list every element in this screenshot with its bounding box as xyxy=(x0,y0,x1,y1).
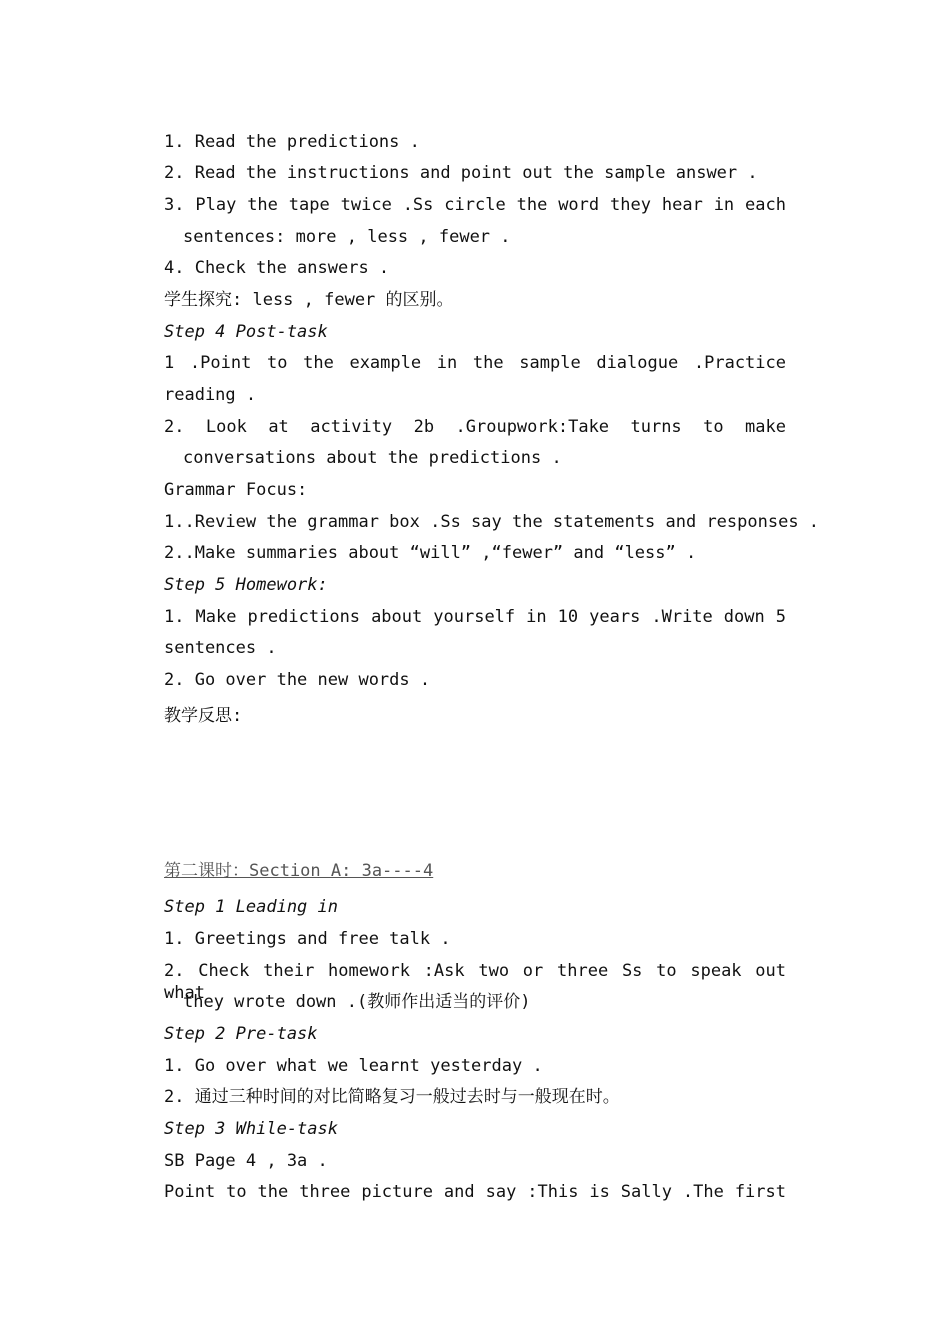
list-item: 2. Read the instructions and point out the sample answer . xyxy=(164,163,758,183)
section-title: 第二课时：Section A: 3a----4 xyxy=(164,861,434,881)
list-item-continuation: reading . xyxy=(164,385,257,405)
list-item: 2. Look at activity 2b .Groupwork:Take turns to make xyxy=(164,417,786,437)
list-item: 1. Go over what we learnt yesterday . xyxy=(164,1056,543,1076)
step-heading: Step 5 Homework: xyxy=(164,575,328,595)
list-item: 1 .Point to the example in the sample dialogue .Practice xyxy=(164,353,786,373)
paragraph: 学生探究: less , fewer 的区别。 xyxy=(164,290,454,310)
list-item: 2. Check their homework :Ask two or three Ss to speak out what xyxy=(164,961,786,1003)
list-item: 3. Play the tape twice .Ss circle the word they hear in each xyxy=(164,195,786,215)
list-item: 1. Read the predictions . xyxy=(164,132,420,152)
list-item-continuation: they wrote down .(教师作出适当的评价) xyxy=(183,992,531,1012)
list-item: 2. 通过三种时间的对比简略复习一般过去时与一般现在时。 xyxy=(164,1087,620,1107)
list-item: 1..Review the grammar box .Ss say the statements and responses . xyxy=(164,512,820,532)
list-item: 2. Go over the new words . xyxy=(164,670,431,690)
step-heading: Step 2 Pre-task xyxy=(164,1024,318,1044)
list-item: 4. Check the answers . xyxy=(164,258,390,278)
step-heading: Step 3 While-task xyxy=(164,1119,338,1139)
paragraph: SB Page 4 , 3a . xyxy=(164,1151,328,1171)
list-item-continuation: sentences . xyxy=(164,638,277,658)
list-item: 1. Greetings and free talk . xyxy=(164,929,451,949)
list-item: 2..Make summaries about “will” ,“fewer” and “less” . xyxy=(164,543,697,563)
step-heading: Step 4 Post-task xyxy=(164,322,328,342)
list-item: 1. Make predictions about yourself in 10 years .Write down 5 xyxy=(164,607,786,627)
list-item-continuation: sentences: more , less , fewer . xyxy=(183,227,511,247)
list-item-continuation: conversations about the predictions . xyxy=(183,448,562,468)
section-label: Grammar Focus: xyxy=(164,480,308,500)
reflection-label: 教学反思: xyxy=(164,706,243,726)
step-heading: Step 1 Leading in xyxy=(164,897,338,917)
paragraph: Point to the three picture and say :This is Sally .The first xyxy=(164,1182,786,1202)
